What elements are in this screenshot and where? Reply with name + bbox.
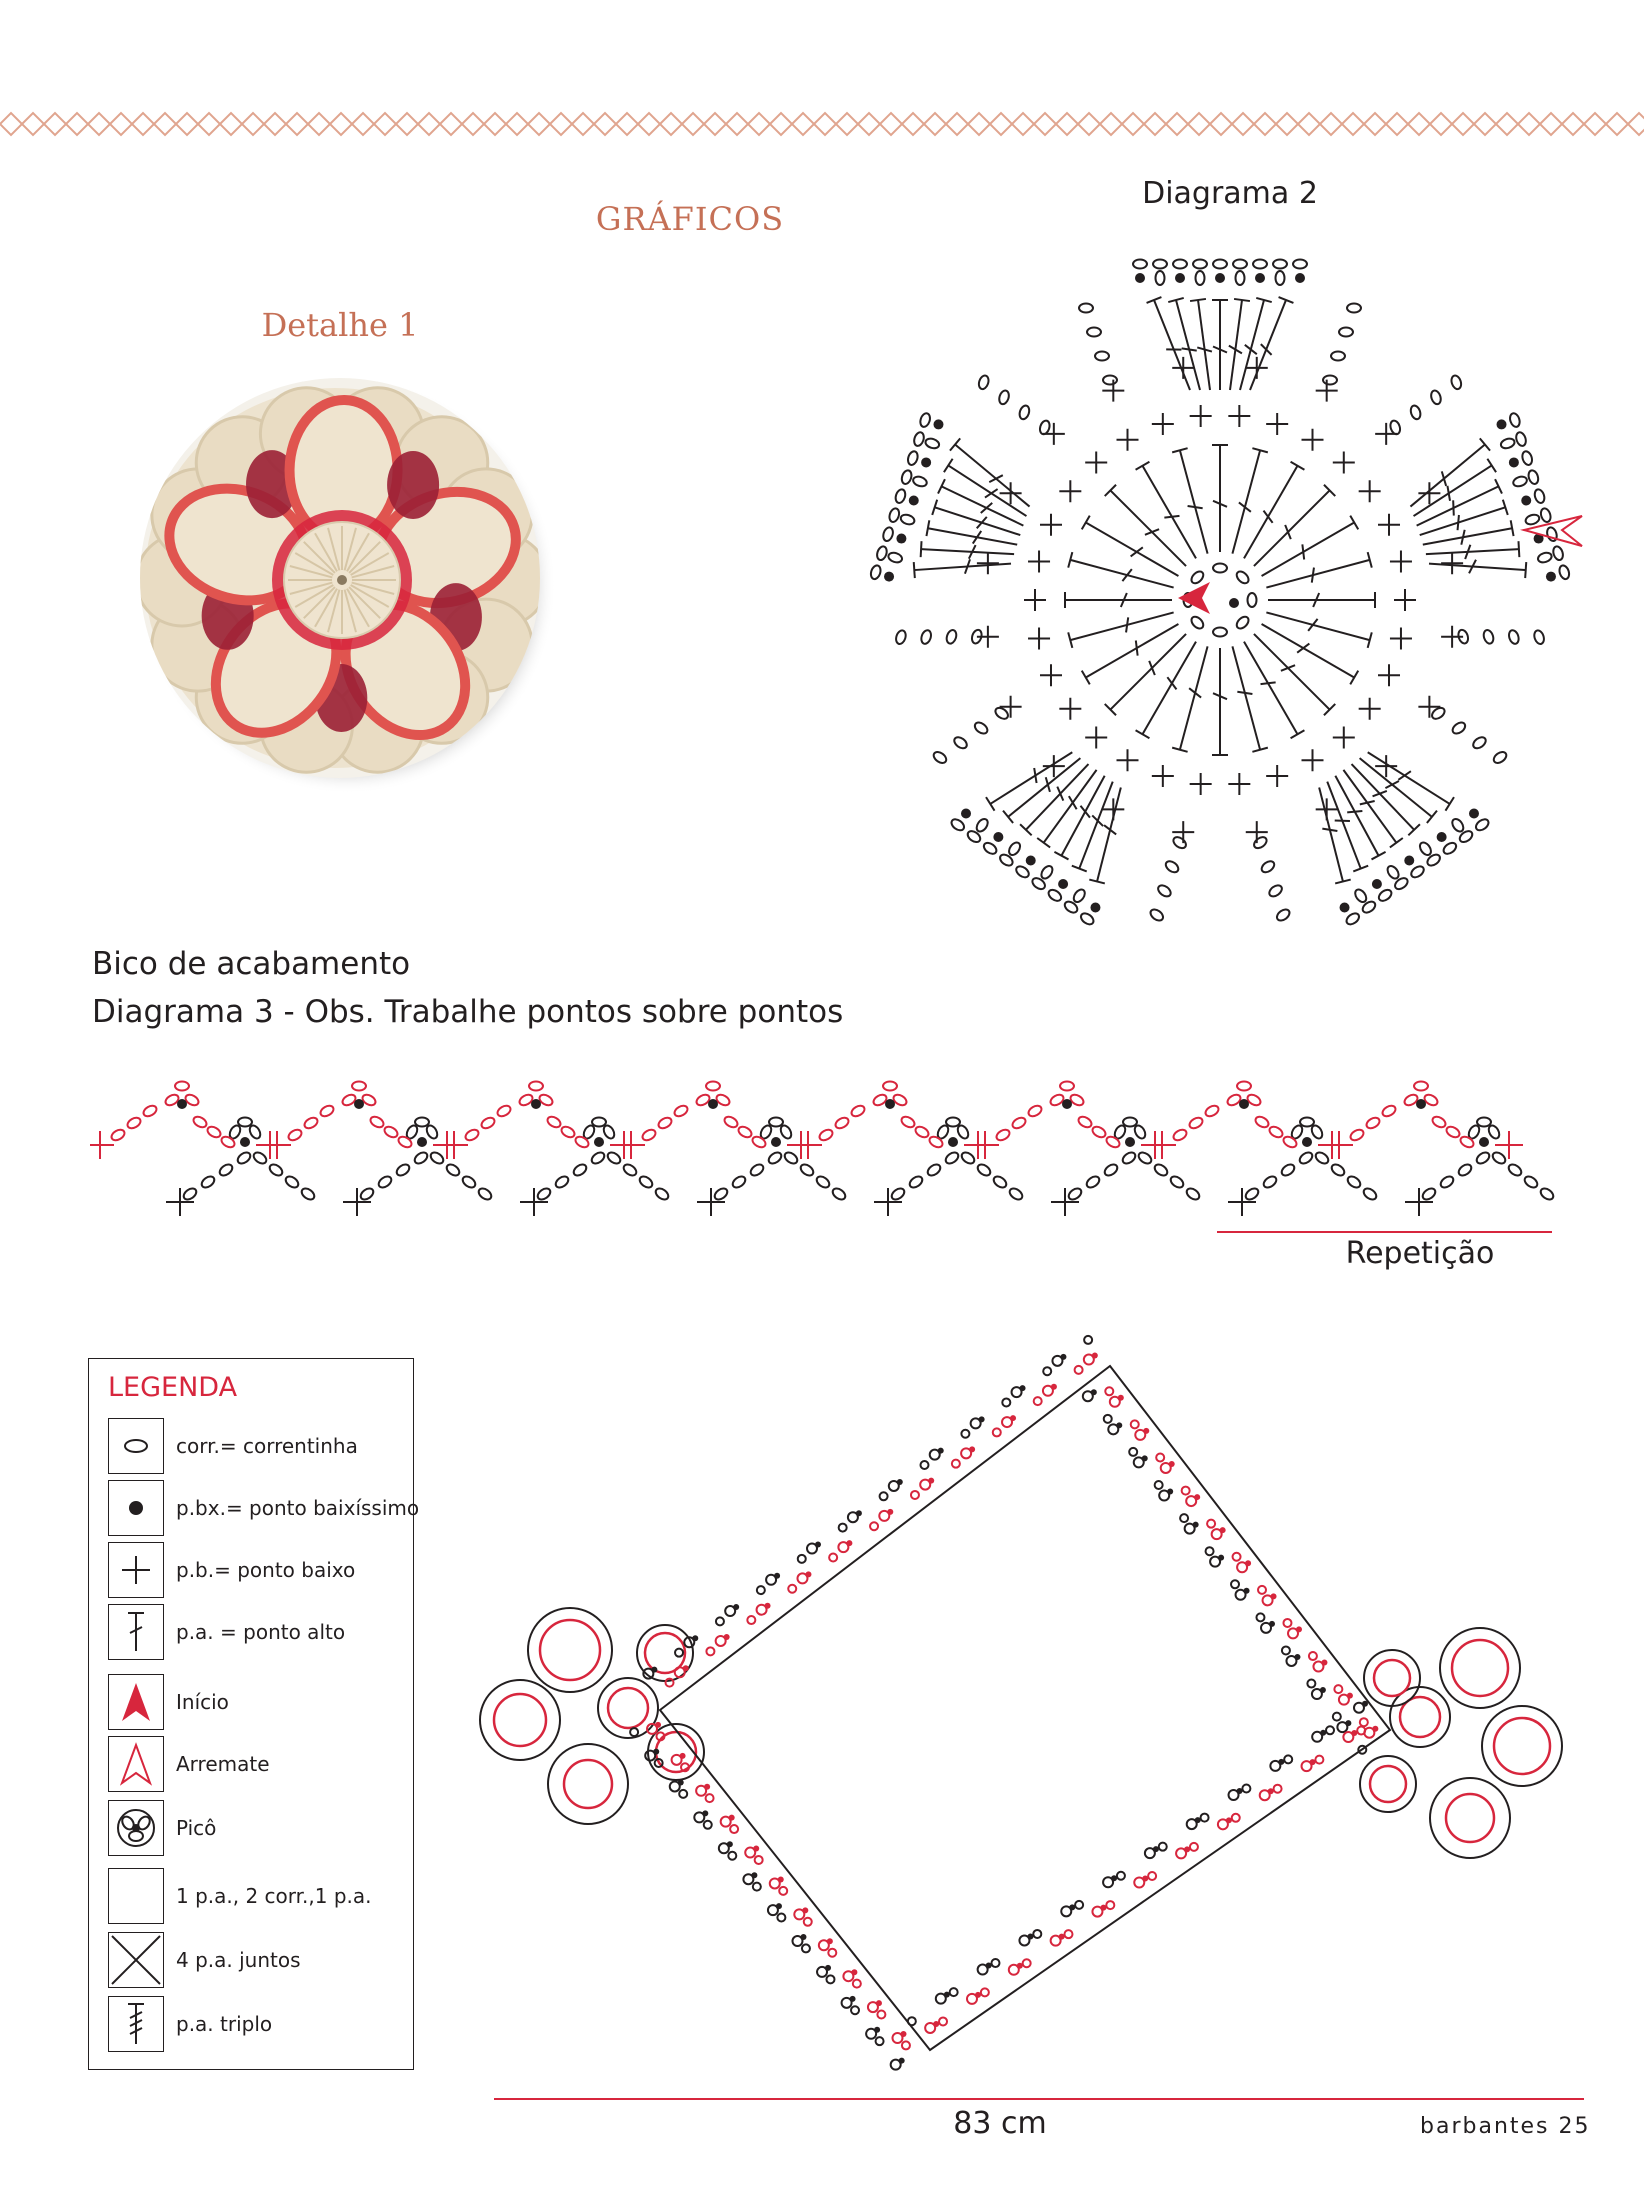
zigzag-border bbox=[0, 104, 1644, 144]
legend-item-slip-stitch bbox=[108, 1478, 419, 1538]
single-crochet-icon bbox=[116, 1550, 156, 1590]
diagram3-subtitle: Diagrama 3 - Obs. Trabalhe pontos sobre pontos bbox=[92, 994, 844, 1030]
start-arrow-icon bbox=[1178, 582, 1210, 614]
legend-item-single-crochet bbox=[108, 1540, 355, 1600]
picot-icon bbox=[114, 1806, 158, 1850]
legend-item-double-crochet bbox=[108, 1602, 345, 1662]
legend-item-chain bbox=[108, 1416, 358, 1476]
legend-label: 1 p.a., 2 corr.,1 p.a. bbox=[176, 1884, 372, 1908]
finish-arrow-icon bbox=[116, 1741, 156, 1787]
flower-photo bbox=[120, 368, 580, 808]
legend-label: Arremate bbox=[176, 1752, 270, 1776]
page-number: 25 bbox=[1558, 2114, 1591, 2139]
double-crochet-icon bbox=[116, 1609, 156, 1655]
page-title: GRÁFICOS bbox=[595, 200, 785, 238]
triple-crochet-icon bbox=[116, 2000, 156, 2048]
legend-label: p.b.= ponto baixo bbox=[176, 1558, 356, 1582]
measure-line bbox=[494, 2096, 1584, 2102]
legend-label: 4 p.a. juntos bbox=[176, 1948, 301, 1972]
edging-title: Bico de acabamento bbox=[92, 946, 411, 982]
legend-label: Picô bbox=[176, 1816, 217, 1840]
square-icon bbox=[108, 1868, 164, 1924]
legend-item-square bbox=[108, 1866, 372, 1926]
legend-label: Início bbox=[176, 1690, 229, 1714]
start-arrow-icon bbox=[116, 1679, 156, 1725]
legend-item-start bbox=[108, 1672, 229, 1732]
diagram2-label: Diagrama 2 bbox=[1142, 176, 1318, 211]
slip-stitch-icon bbox=[116, 1488, 156, 1528]
diagram2 bbox=[840, 220, 1600, 940]
legend-item-finish bbox=[108, 1734, 270, 1794]
legend-item-cluster bbox=[108, 1930, 301, 1990]
detail-label: Detalhe 1 bbox=[261, 306, 419, 344]
chain-icon bbox=[116, 1426, 156, 1466]
page-footer bbox=[1420, 2114, 1591, 2139]
legend-label: corr.= correntinha bbox=[176, 1434, 358, 1458]
assembly-diagram bbox=[460, 1310, 1640, 2110]
legend-item-triple-crochet bbox=[108, 1994, 272, 2054]
repeat-label: Repetição bbox=[1345, 1236, 1495, 1271]
legend-label: p.a. triplo bbox=[176, 2012, 273, 2036]
diagram3-edging bbox=[90, 1070, 1590, 1250]
start-slip-stitch bbox=[1229, 598, 1239, 608]
measure-label: 83 cm bbox=[953, 2106, 1047, 2141]
legend-title: LEGENDA bbox=[108, 1372, 238, 1403]
legend-label: p.bx.= ponto baixíssimo bbox=[176, 1496, 420, 1520]
brand-name: barbantes bbox=[1420, 2114, 1550, 2139]
legend-label: p.a. = ponto alto bbox=[176, 1620, 346, 1644]
legend-item-picot bbox=[108, 1798, 216, 1858]
cluster-icon bbox=[110, 1934, 162, 1986]
tablecloth-outline bbox=[660, 1366, 1390, 2050]
